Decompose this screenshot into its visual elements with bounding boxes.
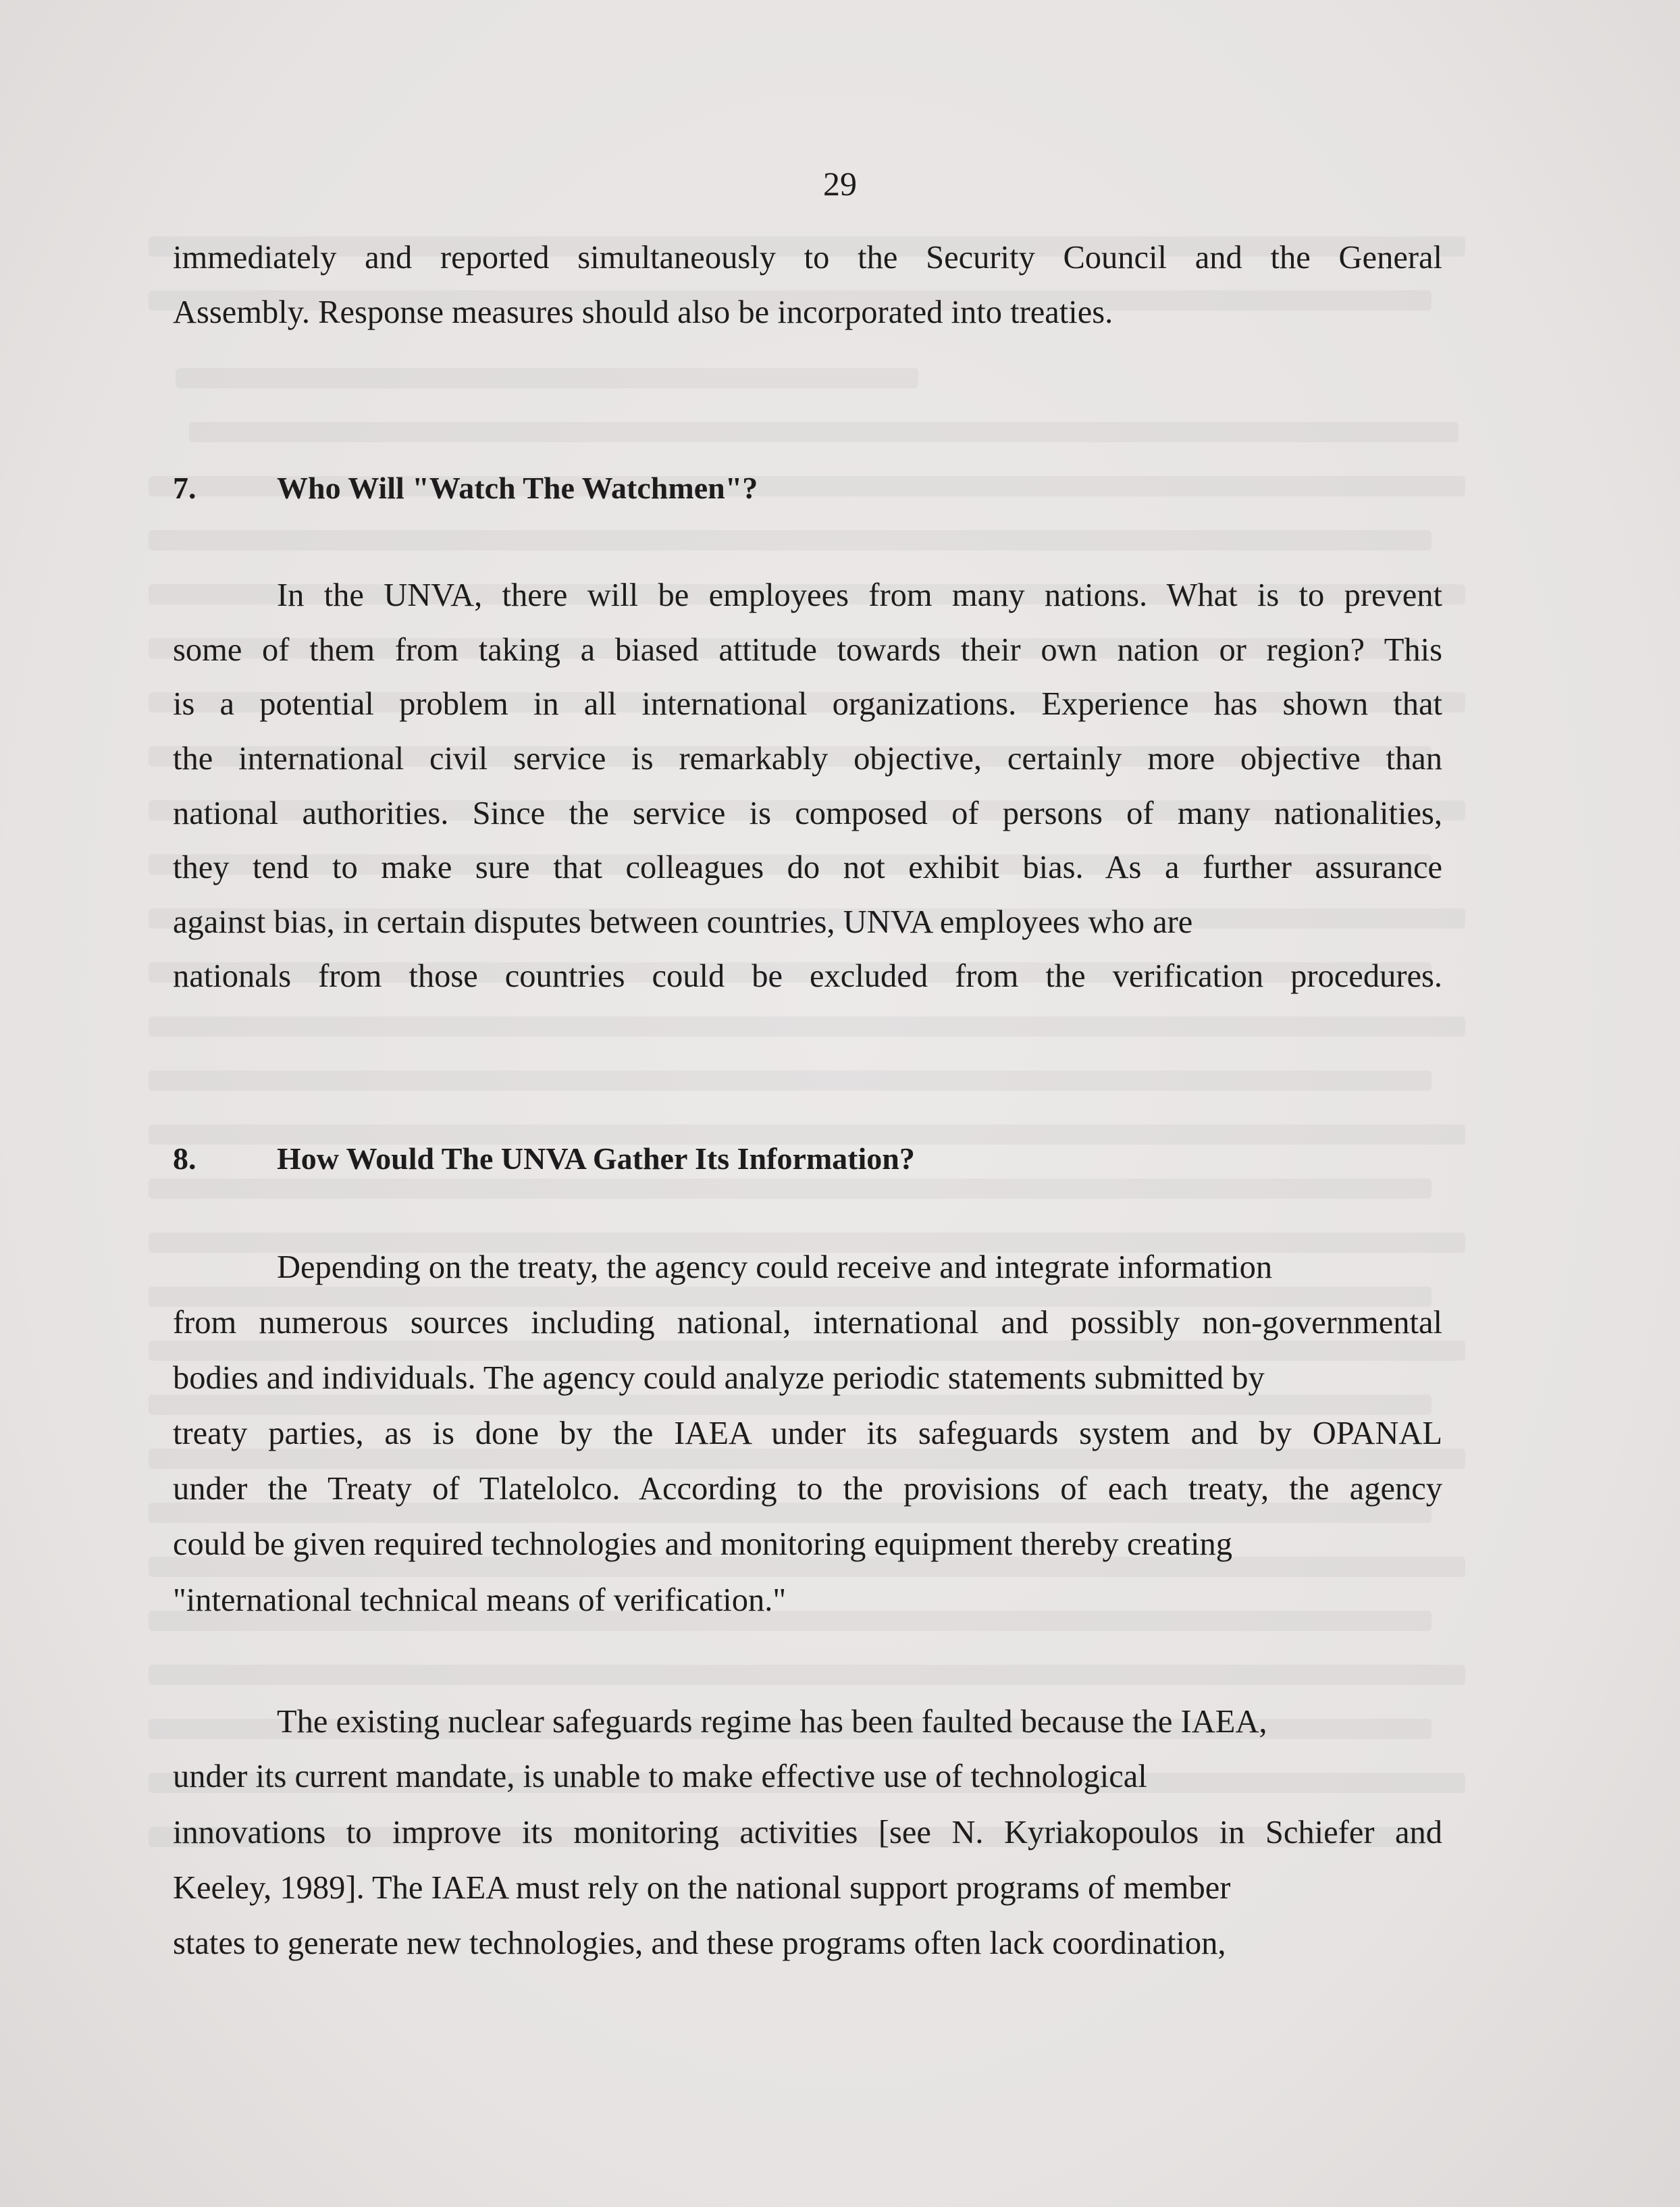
paragraph-line: some of them from taking a biased attitude towards their own nation or region? This [173, 632, 1442, 668]
intro-line: immediately and reported simultaneously to the Security Council and the General [173, 240, 1442, 276]
paragraph-line: The existing nuclear safeguards regime has been faulted because the IAEA, [277, 1704, 1267, 1740]
paragraph-line: Keeley, 1989]. The IAEA must rely on the national support programs of member [173, 1870, 1231, 1906]
paragraph-line: In the UNVA, there will be employees from many nations. What is to prevent [277, 577, 1442, 613]
paragraph-line: is a potential problem in all international organizations. Experience has shown that [173, 686, 1442, 722]
paragraph-line: the international civil service is remarkably objective, certainly more objective than [173, 741, 1442, 777]
page-number: 29 [823, 165, 857, 203]
section-7-number: 7. [173, 471, 196, 505]
paragraph-line: against bias, in certain disputes between countries, UNVA employees who are [173, 904, 1193, 940]
paragraph-line: innovations to improve its monitoring activities [see N. Kyriakopoulos in Schiefer and [173, 1815, 1442, 1850]
paragraph-line: "international technical means of verification." [173, 1582, 787, 1618]
paragraph-line: bodies and individuals. The agency could analyze periodic statements submitted by [173, 1360, 1265, 1396]
paragraph-line: nationals from those countries could be excluded from the verification procedures. [173, 958, 1442, 994]
paragraph-line: from numerous sources including national, international and possibly non-governmental [173, 1305, 1442, 1341]
paragraph-line: could be given required technologies and monitoring equipment thereby creating [173, 1526, 1233, 1562]
paragraph-line: national authorities. Since the service is composed of persons of many nationalities, [173, 796, 1442, 831]
paragraph-line: under its current mandate, is unable to make effective use of technological [173, 1759, 1147, 1794]
paragraph-line: Depending on the treaty, the agency could receive and integrate information [277, 1249, 1273, 1285]
paragraph-line: states to generate new technologies, and these programs often lack coordination, [173, 1925, 1226, 1961]
paragraph-line: under the Treaty of Tlatelolco. According to the provisions of each treaty, the agency [173, 1471, 1442, 1507]
intro-line: Assembly. Response measures should also be incorporated into treaties. [173, 294, 1113, 330]
paragraph-line: they tend to make sure that colleagues do not exhibit bias. As a further assurance [173, 850, 1442, 885]
section-8-heading: How Would The UNVA Gather Its Information? [277, 1141, 915, 1176]
section-8-number: 8. [173, 1141, 196, 1176]
section-7-heading: Who Will "Watch The Watchmen"? [277, 471, 758, 505]
paragraph-line: treaty parties, as is done by the IAEA under its safeguards system and by OPANAL [173, 1416, 1442, 1451]
